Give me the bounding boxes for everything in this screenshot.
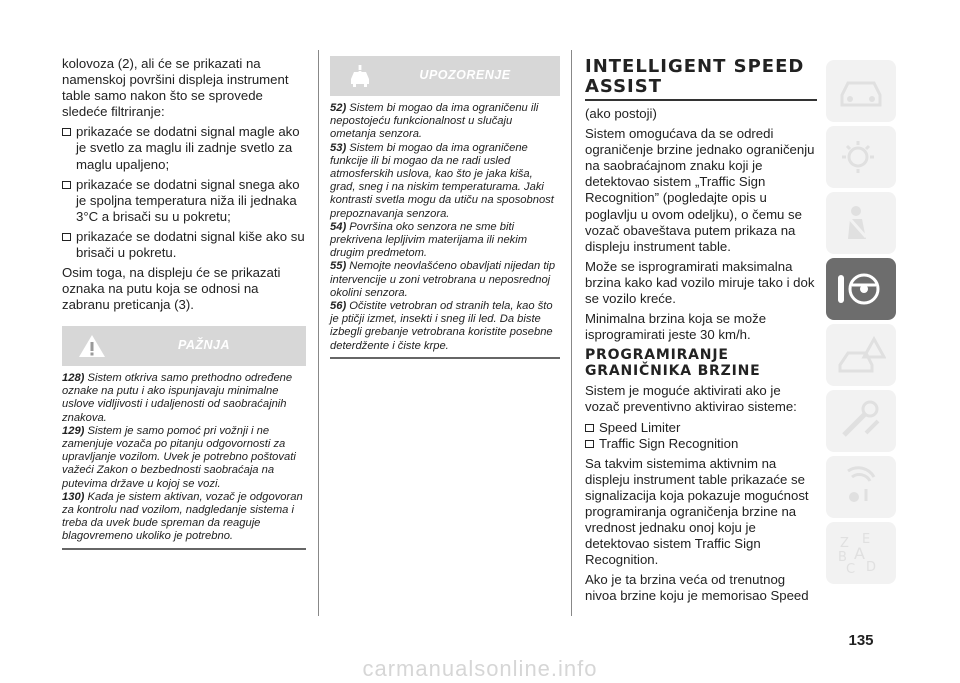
bullet-item: prikazaće se dodatni signal snega ako je spoljna temperatura niža ili jednaka 3°C a brisači su u pokretu; [62,177,306,225]
tab-safety[interactable] [826,192,896,254]
car-icon [836,67,886,115]
column-divider [571,50,572,616]
bullet-item: Traffic Sign Recognition [585,436,817,452]
svg-text:D: D [866,560,877,575]
svg-text:C: C [846,562,856,577]
box-divider [330,357,560,359]
warning-box-title: PAŽNJA [177,338,231,352]
warning-box-header [62,326,306,366]
paragraph: Minimalna brzina koja se može isprogramirati jeste 30 km/h. [585,311,767,343]
warning-item: 55) Nemojte neovlašćeno obavljati nijedan tip intervencije u zoni vetrobrana u neposrednoj okolini senzora. [330,260,556,299]
subsection-title: PROGRAMIRANJE GRANIČNIKA BRZINE [585,347,761,380]
bullet-item: prikazaće se dodatni signal kiše ako su brisači u pokretu. [62,229,306,261]
warning-item: 129) Sistem je samo pomoć pri vožnji i ne zamenjuje vozača po pitanju odgovornosti za upravljanje vozilom. Uvek je potrebno poštovati važeći Zakon o bezbednosti saobraćaja na putevima države u kojoj se vozi. [62,424,296,490]
alphabetical-index-icon [836,529,886,577]
watermark: carmanualsonline.info [362,656,598,681]
tab-dashboard-lights[interactable] [826,126,896,188]
seatbelt-safety-icon [836,199,886,247]
title-rule [585,99,817,101]
tab-maintenance[interactable] [826,390,896,452]
paragraph: Sistem omogućava da se odredi ograničenje brzine jednako ograničenju na saobraćajnom znaku koji je detektovao sistem „Traffic Sign Recognition” (pogledajte opis u poglavlju u ovom odeljku), o čemu se vozač obaveštava putem prikaza na displeju instrument table. [585,126,815,254]
svg-text:B: B [838,550,847,565]
svg-text:E: E [862,532,871,547]
warning-item: 130) Kada je sistem aktivan, vozač je odgovoran za kontrolu nad vozilom, nadgledanje sistema i treba da uvek bude spreman da reaguje blagovremeno ukoliko je potrebno. [62,490,303,543]
maintenance-tools-icon [836,397,886,445]
chapter-sidebar [826,60,896,588]
warning-box-pazanja [62,326,306,550]
page-number: 135 [848,632,874,649]
svg-text:A: A [854,544,865,563]
tab-car[interactable] [826,60,896,122]
warning-item: 56) Očistite vetrobran od stranih tela, kao što je ptičji izmet, insekti i sneg ili led. Da biste izbegli grebanje vetrobrana koristite posebne deterdžente i čiste krpe. [330,300,553,352]
paragraph: Ako je ta brzina veća od trenutnog nivoa brzine koju je memorisao Speed [585,572,809,604]
warning-item: 52) Sistem bi mogao da ima ograničenu ili nepostojeću funkcionalnost u slučaju ometanja senzora. [330,102,539,141]
steering-wheel-key-icon [836,265,886,313]
paragraph: kolovoza (2), ali će se prikazati na namenskoj površini displeja instrument table samo nakon što se sprovede sledeće filtriranje: [62,56,289,120]
column-left [62,0,306,543]
box-divider [62,548,306,550]
bullet-item: prikazaće se dodatni signal magle ako je svetlo za maglu ili zadnje svetlo za maglu upaljeno; [62,124,306,172]
tab-starting-driving[interactable] [826,258,896,320]
column-right [585,0,817,609]
tab-emergency[interactable] [826,324,896,386]
paragraph: Osim toga, na displeju će se prikazati oznaka na putu koja se odnosi na zabranu preticanja (3). [62,265,281,313]
warning-item: 128) Sistem otkriva samo prethodno određene oznake na putu i ako ispunjavaju minimalne uslove vidljivosti i udaljenosti od saobraćajnih znakova. [62,372,293,424]
bullet-item: Speed Limiter [585,420,817,436]
tab-multimedia[interactable] [826,456,896,518]
warning-item: 54) Površina oko senzora ne sme biti prekrivena lepljivim materijama ili nekim drugim predmetom. [330,220,528,260]
warning-triangle-breakdown-icon [836,331,886,379]
paragraph: (ako postoji) [585,106,657,121]
warning-box-header [330,56,560,96]
column-divider [318,50,319,616]
warning-item: 53) Sistem bi mogao da ima ograničene funkcije ili bi mogao da ne radi usled atmosferskih uslova, kao što je jaka kiša, grad, sneg i na niskim temperaturama. Jaki kontrasti svetla mogu da utiču na sposobnost prepoznavanja senzora. [330,141,554,220]
dashboard-lights-icon [836,133,886,181]
multimedia-icon [836,463,886,511]
paragraph: Sistem je moguće aktivirati ako je vozač preventivno aktivirao sisteme: [585,383,797,415]
svg-text:Z: Z [840,536,849,551]
warning-box-upozorenje [330,56,560,359]
warning-box-title: UPOZORENJE [419,68,511,82]
section-title: INTELLIGENT SPEED ASSIST [585,56,805,97]
paragraph: Sa takvim sistemima aktivnim na displeju instrument table prikazaće se signalizacija koja pokazuje mogućnost programiranja ograničenja brzine na vrednost jednaku onoj koju je detektovao sistem Traffic Sign Recognition. [585,455,809,568]
tab-index[interactable] [826,522,896,584]
paragraph: Može se isprogramirati maksimalna brzina kako kad vozilo miruje tako i dok se vozilo kreće. [585,258,815,307]
